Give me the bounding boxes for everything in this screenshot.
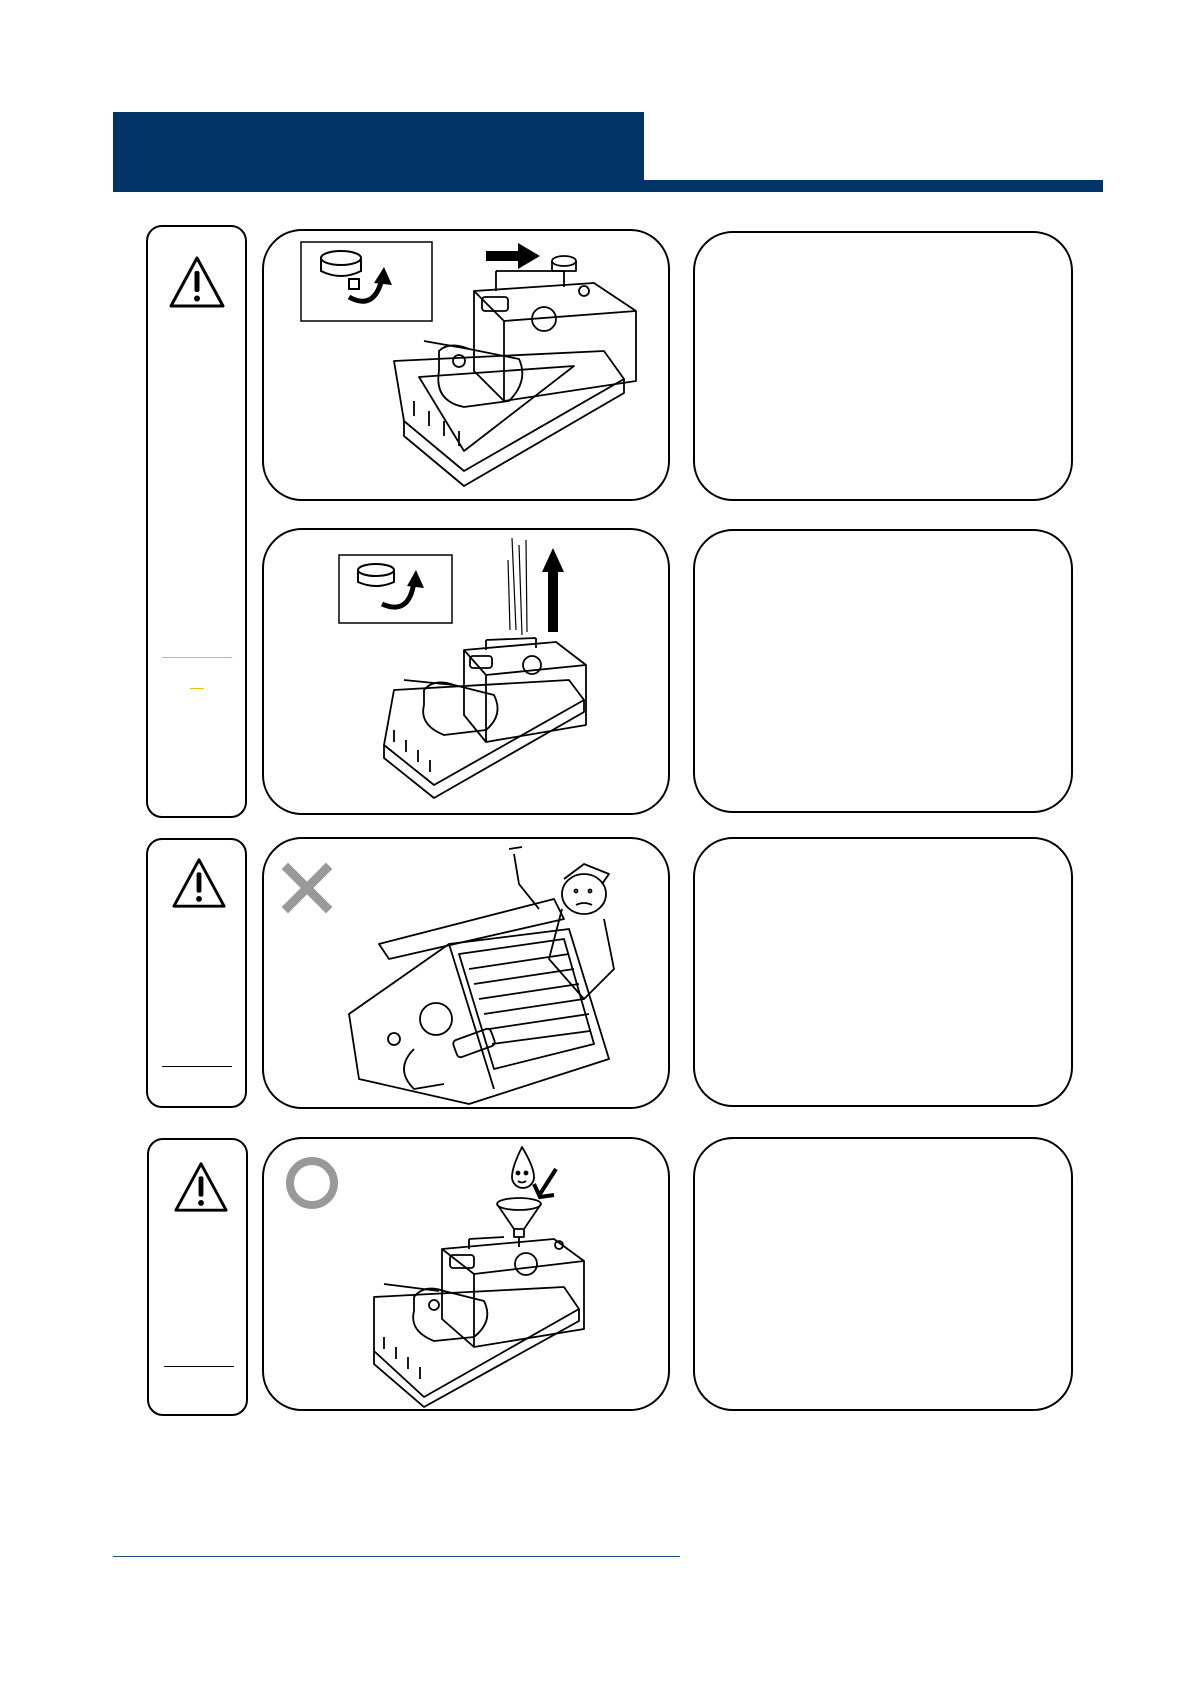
footer-rule — [113, 1556, 680, 1557]
rotate-arrow-icon — [407, 570, 424, 588]
text-panel-4 — [693, 1137, 1073, 1411]
warning-triangle-icon — [173, 1160, 229, 1214]
illustration-panel-1 — [262, 229, 670, 501]
circle-ok-icon — [290, 1161, 334, 1205]
text-panel-1 — [693, 231, 1073, 501]
arrow-right-icon — [486, 243, 540, 269]
header-rule — [113, 180, 1103, 192]
text-rule — [164, 1366, 234, 1367]
water-drop-icon — [512, 1147, 534, 1188]
rotate-arrow-icon — [374, 267, 392, 285]
text-panel-3 — [693, 837, 1073, 1107]
steam-station-drawing — [384, 638, 586, 798]
cap-icon — [321, 251, 361, 289]
steam-station-drawing — [374, 1198, 584, 1407]
text-panel-2 — [693, 529, 1073, 813]
cap-icon — [358, 564, 394, 586]
illustration-panel-4 — [262, 1137, 670, 1411]
illustration-panel-3 — [262, 837, 670, 1109]
steam-lines — [508, 538, 527, 635]
text-rule — [162, 1066, 232, 1067]
steam-station-drawing — [394, 256, 636, 486]
warning-column-3 — [147, 1138, 248, 1416]
arrow-diagonal-icon — [534, 1169, 556, 1197]
warning-triangle-icon — [168, 255, 226, 309]
tipping-station-drawing — [349, 847, 614, 1104]
illustration-panel-2 — [262, 528, 670, 815]
warning-column-2 — [146, 838, 247, 1108]
cross-mark-icon — [288, 869, 326, 907]
arrow-up-icon — [542, 548, 564, 632]
highlight-rule — [162, 657, 232, 658]
warning-column-1 — [146, 225, 247, 818]
highlight-rule-short — [190, 688, 204, 689]
warning-triangle-icon — [171, 856, 227, 910]
